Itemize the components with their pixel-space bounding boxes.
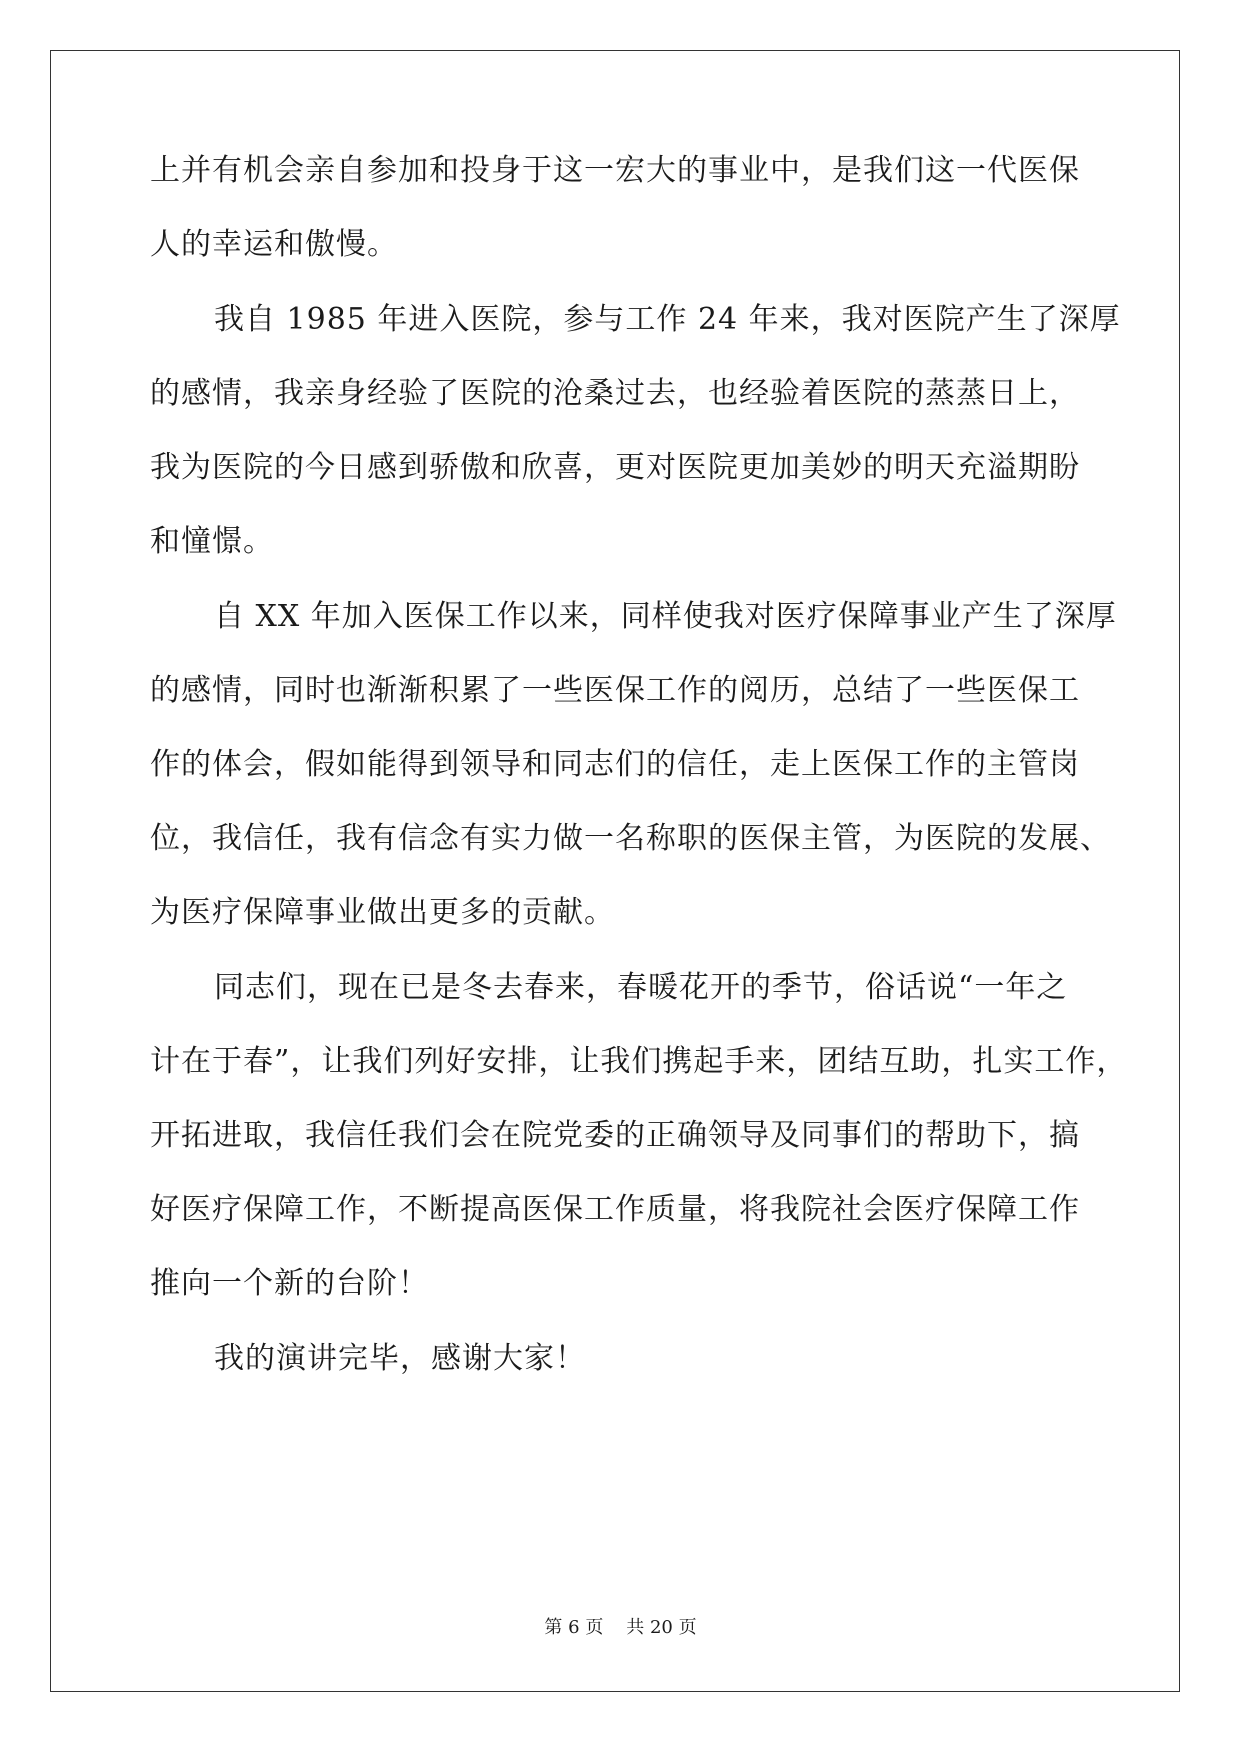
paragraph-line: 为医疗保障事业做出更多的贡献。: [150, 895, 615, 930]
paragraph-line: 的感情，同时也渐渐积累了一些医保工作的阅历，总结了一些医保工: [150, 673, 1080, 708]
paragraph-line: 同志们，现在已是冬去春来，春暖花开的季节，俗话说“一年之: [214, 970, 1068, 1005]
page-footer: [0, 1616, 1241, 1640]
paragraph-line: 的感情，我亲身经验了医院的沧桑过去，也经验着医院的蒸蒸日上，: [150, 376, 1080, 411]
paragraph-line: 上并有机会亲自参加和投身于这一宏大的事业中，是我们这一代医保: [150, 153, 1080, 188]
paragraph-line: 自 XX 年加入医保工作以来，同样使我对医疗保障事业产生了深厚: [214, 599, 1117, 634]
paragraph-line: 人的幸运和傲慢。: [150, 227, 398, 262]
page-total: 共 20 页: [626, 1617, 697, 1638]
paragraph-line: 我为医院的今日感到骄傲和欣喜，更对医院更加美妙的明天充溢期盼: [150, 450, 1080, 485]
paragraph-line: 我自 1985 年进入医院，参与工作 24 年来，我对医院产生了深厚: [214, 302, 1121, 337]
paragraph-line: 我的演讲完毕，感谢大家！: [214, 1341, 586, 1376]
page-border: [50, 50, 1180, 1692]
paragraph-line: 推向一个新的台阶！: [150, 1266, 429, 1301]
paragraph-line: 计在于春”，让我们列好安排，让我们携起手来，团结互助，扎实工作，: [150, 1044, 1128, 1079]
paragraph-line: 和憧憬。: [150, 524, 274, 559]
paragraph-line: 好医疗保障工作，不断提高医保工作质量，将我院社会医疗保障工作: [150, 1192, 1080, 1227]
page-number: 第 6 页: [544, 1617, 604, 1638]
paragraph-line: 开拓进取，我信任我们会在院党委的正确领导及同事们的帮助下，搞: [150, 1118, 1080, 1153]
paragraph-line: 位，我信任，我有信念有实力做一名称职的医保主管，为医院的发展、: [150, 821, 1111, 856]
paragraph-line: 作的体会，假如能得到领导和同志们的信任，走上医保工作的主管岗: [150, 747, 1080, 782]
